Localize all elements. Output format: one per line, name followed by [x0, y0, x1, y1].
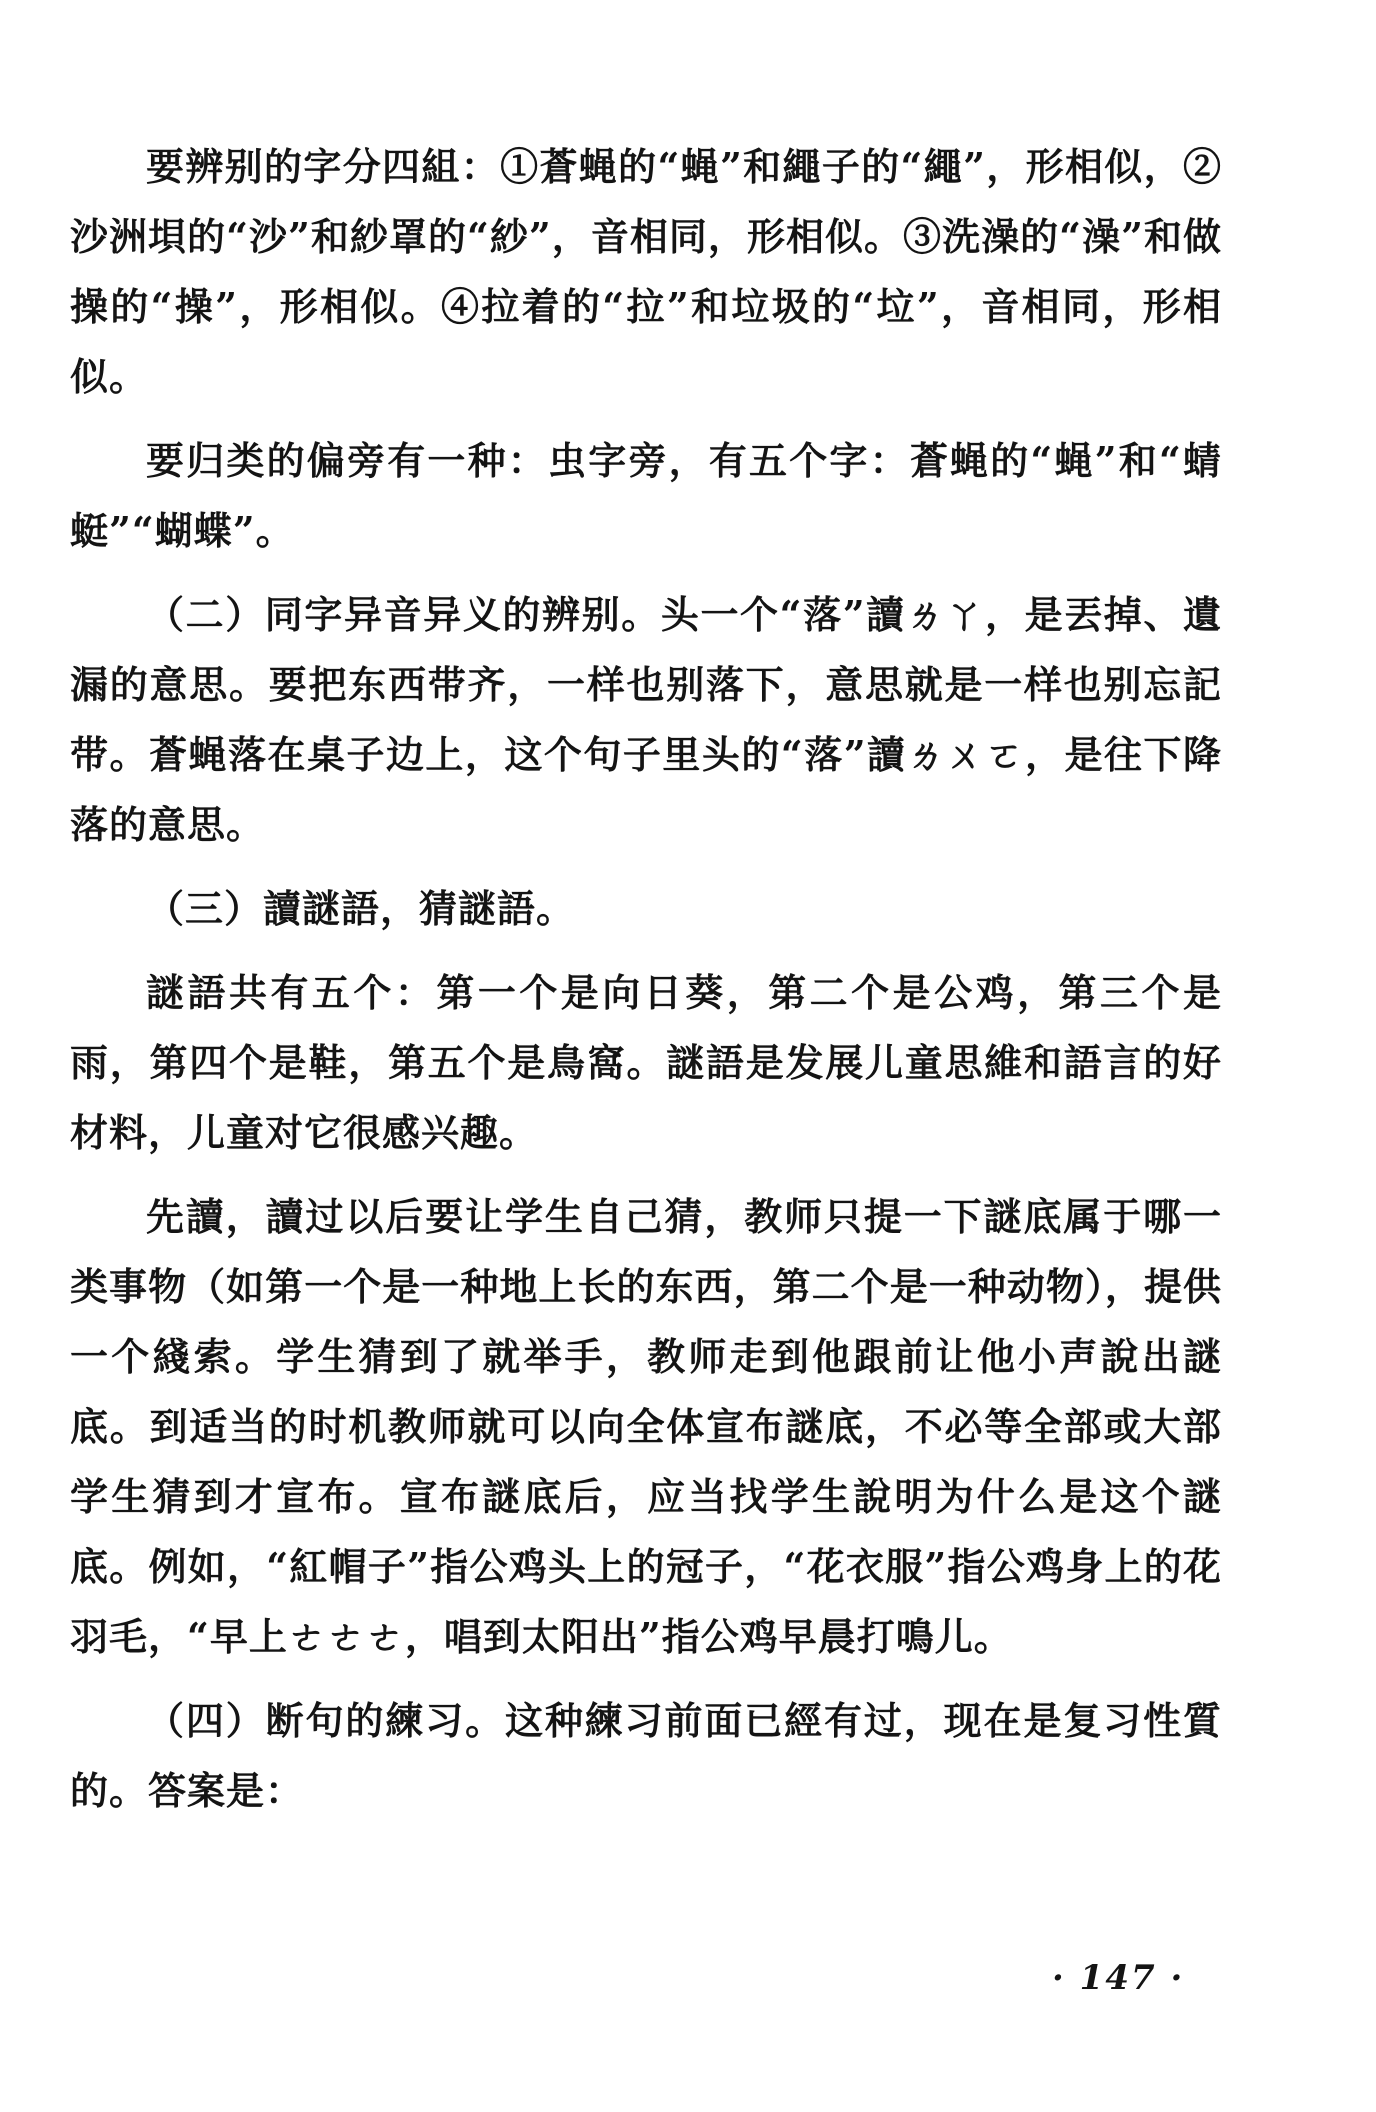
paragraph-riddle-list: 謎語共有五个：第一个是向日葵，第二个是公鸡，第三个是雨，第四个是鞋，第五个是鳥窩。謎語是发展儿童思維和語言的好材料，儿童对它很感兴趣。: [70, 970, 1222, 1155]
paragraph-polyphone-distinction: （二）同字异音异义的辨别。头一个“落”讀ㄌㄚ，是丟掉、遺漏的意思。要把东西带齐，一样也别落下，意思就是一样也别忘記带。蒼蝇落在桌子边上，这个句子里头的“落”讀ㄌㄨㄛ，是往下降落的意思。: [70, 592, 1222, 847]
paragraph-punctuation-exercise: （四）断句的練习。这种練习前面已經有过，现在是复习性質的。答案是：: [70, 1698, 1222, 1813]
paragraph-radical-classification: 要归类的偏旁有一种：虫字旁，有五个字：蒼蝇的“蝇”和“蜻蜓”“蝴蝶”。: [70, 438, 1222, 553]
body-text: [70, 132, 1222, 1840]
paragraph-riddle-method: 先讀，讀过以后要让学生自己猜，教师只提一下謎底属于哪一类事物（如第一个是一种地上长的东西，第二个是一种动物），提供一个綫索。学生猜到了就举手，教师走到他跟前让他小声說出謎底。到适当的时机教师就可以向全体宣布謎底，不必等全部或大部学生猜到才宣布。宣布謎底后，应当找学生說明为什么是这个謎底。例如，“紅帽子”指公鸡头上的冠子，“花衣服”指公鸡身上的花羽毛，“早上ㄜㄜㄜ，唱到太阳出”指公鸡早晨打鳴儿。: [70, 1194, 1222, 1659]
paragraph-character-groups: 要辨别的字分四組：①蒼蝇的“蝇”和繩子的“繩”，形相似，②沙洲垻的“沙”和紗罩的“紗”，音相同，形相似。③洗澡的“澡”和做操的“操”，形相似。④拉着的“拉”和垃圾的“垃”，音相同，形相似。: [70, 144, 1222, 399]
page-number: · 147 ·: [1052, 1958, 1185, 1998]
paragraph-riddle-heading: （三）讀謎語，猜謎語。: [146, 886, 576, 931]
